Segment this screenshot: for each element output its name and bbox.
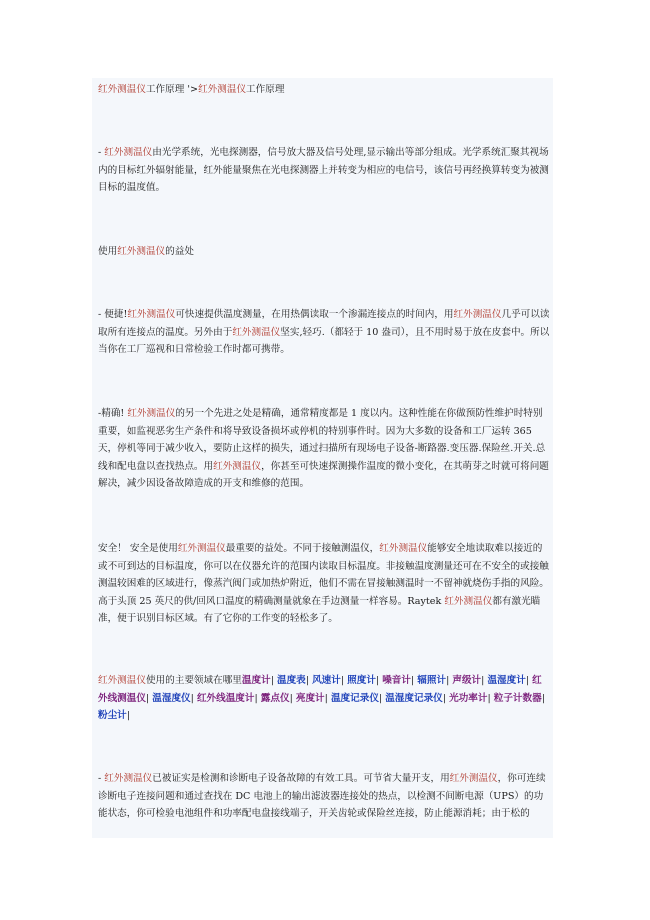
paragraph-text: - 便捷! — [98, 309, 128, 320]
instrument-link[interactable]: 亮度计 — [295, 692, 325, 704]
keyword-link[interactable]: 红外测温仪 — [98, 675, 146, 686]
keyword-link[interactable]: 红外测温仪 — [232, 326, 281, 338]
instrument-link[interactable]: 红外线温度计 — [196, 692, 255, 704]
instrument-link[interactable]: 温度记录仪 — [330, 692, 379, 704]
link-separator: | — [126, 710, 131, 722]
paragraph-safe — [98, 540, 550, 628]
keyword-link[interactable]: 红外测温仪 — [379, 543, 428, 554]
section-heading-benefits — [98, 243, 550, 261]
title-text-a: 工作原理 '> — [145, 84, 199, 95]
instrument-link[interactable]: 辐照计 — [417, 675, 447, 686]
link-separator: | — [378, 692, 383, 704]
instrument-link[interactable]: 露点仪 — [260, 692, 290, 704]
paragraph-diagnostics — [98, 770, 550, 823]
paragraph-text: ，你可连续诊断电子连接问题和通过查找在 DC 电池上的输出滤波器连接处的热点，以检测不间断电源（UPS）的功能状态，你可检验电池组件和功率配电盘接线端子，开关齿轮或保险丝连接，防止能源消耗；由于松的 — [98, 773, 546, 820]
keyword-link[interactable]: 红外测温仪 — [104, 773, 153, 784]
title-text-b: 工作原理 — [246, 84, 285, 95]
instrument-link[interactable]: 粉尘计 — [98, 710, 127, 722]
link-separator: | — [446, 675, 450, 686]
link-separator: | — [442, 692, 447, 704]
paragraph-text: 最重要的益处。不同于接触测温仪， — [225, 543, 380, 554]
link-separator: | — [305, 675, 309, 686]
heading-text-post: 的益处 — [165, 246, 194, 257]
paragraph-convenient — [98, 306, 550, 359]
keyword-link[interactable]: 红外测温仪 — [127, 309, 176, 320]
link-separator: | — [190, 692, 194, 704]
paragraph-text: 都有激光瞄准，便于识别目标区域。有了它你的工作变的轻松多了。 — [98, 595, 541, 625]
link-separator: | — [487, 692, 491, 704]
keyword-link[interactable]: 红外测温仪 — [213, 460, 262, 472]
instrument-link[interactable]: 噪音计 — [382, 675, 411, 686]
link-separator: | — [324, 692, 328, 704]
keyword-link[interactable]: 红外测温仪 — [98, 84, 146, 95]
keyword-link[interactable]: 红外测温仪 — [117, 246, 166, 257]
link-separator: | — [541, 692, 545, 704]
link-separator: | — [270, 675, 274, 686]
link-separator: | — [481, 675, 485, 686]
instrument-link[interactable]: 温度表 — [276, 675, 306, 686]
instrument-link[interactable]: 光功率计 — [449, 692, 488, 704]
paragraph-text: 能够安全地读取难以接近的或不可到达的目标温度，你可以在仪器允许的范围内读取目标温度。非接触温度测量还可在不安全的或接触测温较困难的区域进行，像蒸汽阀门或加热炉附近，他们不需在冒接触测温时一不留神就烧伤手指的风险。高于头顶 25 英尺的供/回风口温度的精确测量就象在手边测量一样容易。Raytek — [98, 543, 549, 607]
instrument-link[interactable]: 温度计 — [241, 675, 271, 686]
keyword-link[interactable]: 红外测温仪 — [177, 543, 226, 554]
paragraph-accurate — [98, 405, 550, 493]
instrument-link[interactable]: 温湿度仪 — [152, 692, 191, 704]
link-separator: | — [411, 675, 415, 686]
instrument-link[interactable]: 温湿度计 — [487, 675, 526, 686]
keyword-link[interactable]: 红外测温仪 — [449, 773, 498, 784]
paragraph-applications — [98, 672, 550, 725]
paragraph-text: - — [98, 773, 105, 784]
keyword-link[interactable]: 红外测温仪 — [444, 595, 493, 607]
paragraph-text: 安全！ 安全是使用 — [98, 543, 178, 554]
link-separator: | — [525, 675, 530, 686]
paragraph-text: 使用的主要领域在哪里 — [145, 675, 242, 686]
link-separator: | — [254, 692, 258, 704]
doc-title — [98, 81, 550, 99]
link-separator: | — [375, 675, 380, 686]
instrument-link[interactable]: 声级计 — [452, 675, 482, 686]
instrument-link[interactable]: 温湿度记录仪 — [385, 692, 443, 704]
keyword-link[interactable]: 红外测温仪 — [104, 147, 153, 158]
link-separator: | — [340, 675, 345, 686]
link-separator: | — [145, 692, 150, 704]
paragraph-principle — [98, 144, 550, 197]
heading-text-pre: 使用 — [98, 246, 118, 257]
paragraph-text: -精确! — [98, 408, 128, 419]
instrument-link[interactable]: 红外线测温仪 — [98, 675, 542, 704]
paragraph-prefix: - — [98, 147, 105, 158]
paragraph-text: 可快速提供温度测量，在用热偶读取一个渗漏连接点的时间内，用 — [175, 309, 454, 320]
paragraph-text: 已被证实是检测和诊断电子设备故障的有效工具。可节省大量开支，用 — [152, 773, 450, 784]
keyword-link[interactable]: 红外测温仪 — [453, 309, 502, 320]
instrument-link[interactable]: 风速计 — [312, 675, 341, 686]
paragraph-text: ，你甚至可快速探测操作温度的微小变化，在其萌芽之时就可将问题解决，减少因设备故障造成的开支和维修的范围。 — [98, 460, 549, 490]
paragraph-text: 的另一个先进之处是精确，通常精度都是 1 度以内。这种性能在你做预防性维护时特别重要，如监视恶劣生产条件和将导致设备损坏或停机的特别事件时。因为大多数的设备和工厂运转 365 天，停机等同于减少收入，要防止这样的损失，通过扫描所有现场电子设备-断路器.变压器.保险丝.开关.总线和配电盘以查找热点。用 — [98, 408, 546, 472]
paragraph-text: 由光学系统，光电探测器，信号放大器及信号处理,显示输出等部分组成。光学系统汇聚其视场内的目标红外辐射能量，红外能量聚焦在光电探测器上并转变为相应的电信号，该信号再经换算转变为被测目标的温度值。 — [98, 147, 549, 194]
keyword-link[interactable]: 红外测温仪 — [198, 84, 247, 95]
keyword-link[interactable]: 红外测温仪 — [127, 408, 176, 419]
link-separator: | — [289, 692, 293, 704]
paragraph-text: 坚实,轻巧.（都轻于 10 盎司），且不用时易于放在皮套中。所以当你在工厂巡视和日常检验工作时都可携带。 — [98, 326, 550, 356]
paragraph-text: 几乎可以读取所有连接点的温度。另外由于 — [98, 309, 550, 338]
instrument-link[interactable]: 照度计 — [347, 675, 376, 686]
instrument-link[interactable]: 粒子计数器 — [493, 692, 542, 704]
